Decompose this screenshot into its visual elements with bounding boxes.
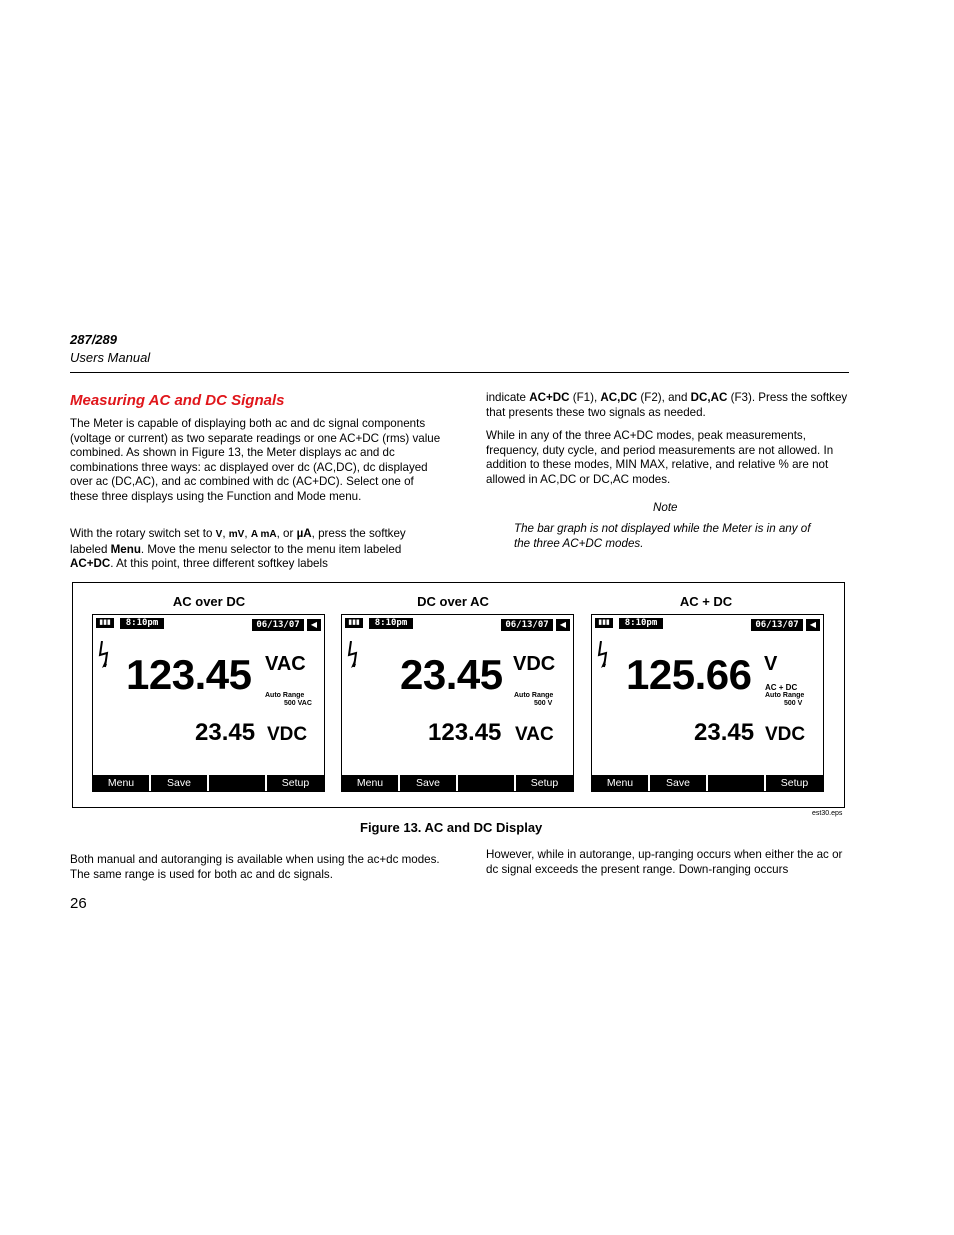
meter-screen-ac-over-dc [92, 614, 325, 792]
speaker-icon: ◀ [307, 619, 321, 631]
manual-title: Users Manual [70, 350, 151, 365]
primary-unit: V [764, 653, 778, 675]
note-body: The bar graph is not displayed while the Meter is in any of the three AC+DC modes. [514, 522, 811, 550]
amp-milliamp-symbol: A mA [250, 529, 277, 540]
p2-text-c: . Move the menu selector to the menu item labeled [140, 542, 402, 556]
range-value: 500 V [534, 700, 553, 707]
softkey-f2[interactable]: Save [650, 775, 706, 791]
section-title: Measuring AC and DC Signals [70, 392, 285, 409]
rp1-acdc: AC,DC [600, 391, 638, 404]
rp1-a: indicate [486, 391, 526, 404]
p2-text-b: , press the softkey labeled [70, 527, 406, 556]
left-paragraph-2 [70, 527, 442, 572]
softkey-f3[interactable] [708, 775, 764, 791]
clock-time: 8:10pm [369, 618, 413, 629]
speaker-icon: ◀ [806, 619, 820, 631]
header-rule [70, 372, 849, 373]
primary-unit: VAC [265, 653, 306, 675]
screen-label-ac-plus-dc: AC + DC [679, 594, 733, 609]
menu-term: Menu [110, 542, 141, 556]
battery-icon: ▮▮▮ [595, 618, 613, 628]
clock-date: 06/13/07 [751, 619, 803, 631]
rp1-f2: (F2), and [640, 391, 688, 404]
range-value: 500 VAC [284, 700, 312, 707]
rp1-f3: (F3). Press the softkey that presents these two signals as needed. [486, 391, 848, 419]
clock-time: 8:10pm [619, 618, 663, 629]
range-mode: Auto Range [765, 692, 805, 699]
p2-text-a: With the rotary switch set to [70, 527, 213, 540]
battery-icon: ▮▮▮ [345, 618, 363, 628]
manual-model: 287/289 [70, 332, 117, 347]
left-paragraph-1: The Meter is capable of displaying both ac and dc signal components (voltage or current) as two separate readings or one AC+DC (rms) value combined. As shown in Figure 13, the Meter displays ac and dc combinations three ways: ac displayed over dc (AC,DC), dc displayed over ac (DC,AC), and ac combined with dc (AC+DC). Select one of these three displays using the Function and Mode menu. [70, 417, 441, 503]
acdc-term: AC+DC [70, 557, 111, 571]
meter-screen-dc-over-ac [341, 614, 574, 792]
rp1-acdc-plus: AC+DC [529, 391, 570, 404]
mode-label: AC + DC [765, 683, 798, 692]
softkey-f1[interactable]: Menu [342, 775, 398, 791]
clock-date: 06/13/07 [252, 619, 304, 631]
clock-date: 06/13/07 [501, 619, 553, 631]
rp1-f1: (F1), [572, 391, 598, 404]
hazard-voltage-icon [347, 641, 359, 669]
range-value: 500 V [784, 700, 803, 707]
millivolt-symbol: mV [228, 529, 245, 540]
hazard-voltage-icon [98, 641, 110, 669]
figure-caption: Figure 13. AC and DC Display [360, 820, 543, 835]
screen-label-ac-over-dc: AC over DC [172, 594, 246, 609]
p2-sep-2: , [244, 527, 248, 540]
right-paragraph-1 [486, 391, 848, 420]
softkey-bar [342, 775, 573, 791]
meter-screen-ac-plus-dc [591, 614, 824, 792]
screen-label-dc-over-ac: DC over AC [417, 594, 489, 609]
p2-text-d: . At this point, three different softkey labels [110, 557, 328, 571]
softkey-f4[interactable]: Setup [267, 775, 324, 791]
primary-reading: 125.66 [626, 651, 752, 698]
hazard-voltage-icon [597, 641, 609, 669]
secondary-reading: 123.45 [428, 719, 502, 746]
softkey-f3[interactable] [209, 775, 265, 791]
status-bar [93, 617, 324, 631]
p2-sep-1: , [222, 527, 226, 540]
right-paragraph-2: While in any of the three AC+DC modes, peak measurements, frequency, duty cycle, and period measurements are not allowed. In addition to these modes, MIN MAX, relative, and relative % are not allowed in AC,DC or DC,AC modes. [486, 429, 834, 486]
softkey-f2[interactable]: Save [151, 775, 207, 791]
softkey-f1[interactable]: Menu [93, 775, 149, 791]
softkey-f2[interactable]: Save [400, 775, 456, 791]
primary-reading: 23.45 [400, 651, 503, 698]
note-heading: Note [653, 501, 678, 514]
p2-sep-3: , or [276, 527, 294, 540]
microamp-symbol: µA [296, 527, 312, 540]
softkey-f4[interactable]: Setup [516, 775, 573, 791]
status-bar [592, 617, 823, 631]
page-number: 26 [70, 895, 87, 912]
secondary-unit: VDC [267, 724, 308, 745]
status-bar [342, 617, 573, 631]
battery-icon: ▮▮▮ [96, 618, 114, 628]
softkey-f1[interactable]: Menu [592, 775, 648, 791]
bottom-left-paragraph: Both manual and autoranging is available when using the ac+dc modes. The same range is used for both ac and dc signals. [70, 853, 440, 881]
clock-time: 8:10pm [120, 618, 164, 629]
softkey-f3[interactable] [458, 775, 514, 791]
secondary-unit: VDC [765, 724, 806, 745]
volt-symbol: V [215, 529, 223, 540]
softkey-bar [592, 775, 823, 791]
rp1-dcac: DC,AC [690, 391, 728, 404]
softkey-f4[interactable]: Setup [766, 775, 823, 791]
softkey-bar [93, 775, 324, 791]
primary-reading: 123.45 [126, 651, 252, 698]
range-mode: Auto Range [265, 692, 305, 699]
bottom-right-paragraph: However, while in autorange, up-ranging occurs when either the ac or dc signal exceeds the present range. Down-ranging occurs [486, 848, 843, 876]
primary-unit: VDC [513, 653, 556, 675]
secondary-reading: 23.45 [694, 719, 755, 746]
speaker-icon: ◀ [556, 619, 570, 631]
figure-file-credit: est30.eps [812, 810, 843, 817]
secondary-reading: 23.45 [195, 719, 256, 746]
secondary-unit: VAC [515, 724, 554, 745]
range-mode: Auto Range [514, 692, 554, 699]
